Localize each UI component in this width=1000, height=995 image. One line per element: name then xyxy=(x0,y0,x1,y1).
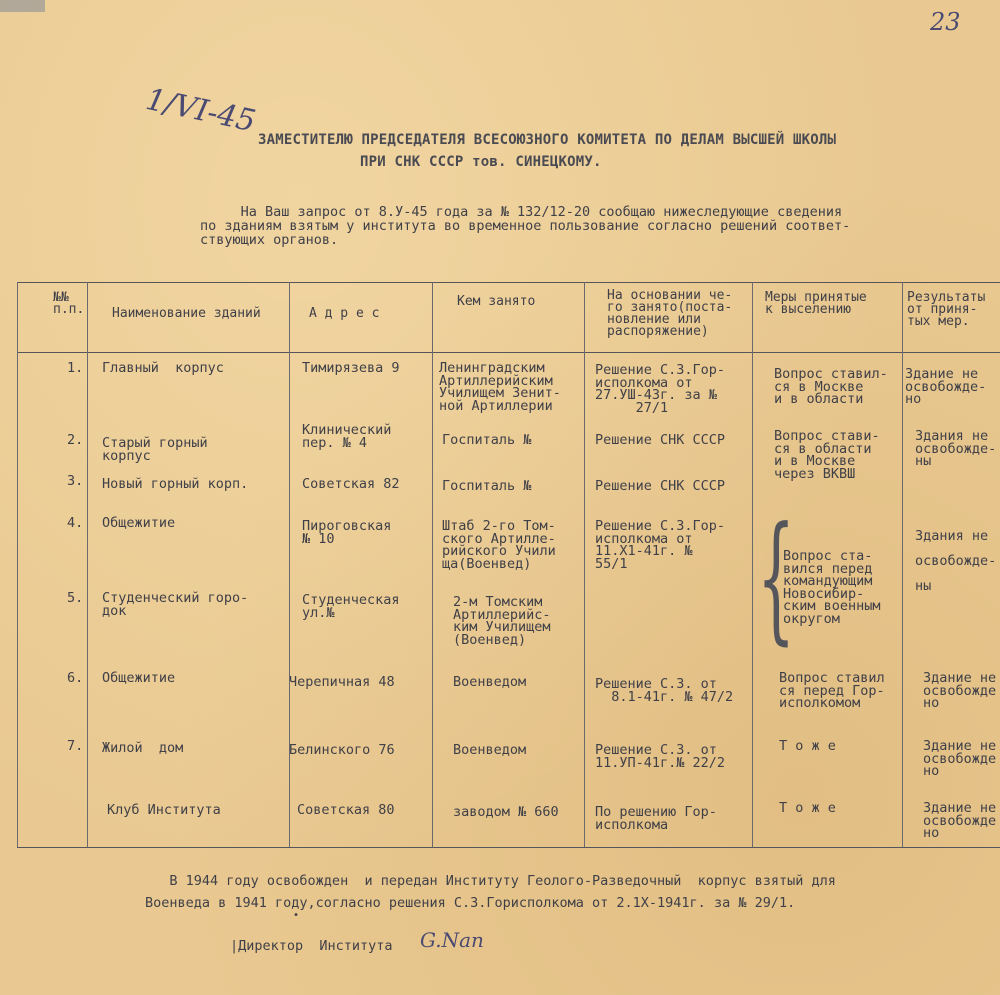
column-rule xyxy=(17,282,18,847)
scan-edge-mark xyxy=(0,0,45,12)
row-5-occupied-by: 2-м Томским Артиллерийс- ким Училищем (Военвед) xyxy=(453,594,551,648)
header-basis: На основании че- го занято(поста- новление или распоряжение) xyxy=(607,288,733,339)
title-line-2: ПРИ СНК СССР тов. СИНЕЦКОМУ. xyxy=(360,154,602,170)
row-7-name: Жилой дом xyxy=(102,740,184,756)
row-2-basis: Решение СНК СССР xyxy=(595,432,726,448)
row-7-occupied-by: Военведом xyxy=(453,742,527,758)
row-2-measures: Вопрос стави- ся в области и в Москве через ВКВШ xyxy=(774,428,880,482)
row-7-results: Здание не освобожде но xyxy=(923,738,997,779)
row-3-occupied-by: Госпиталь № xyxy=(442,478,532,494)
row-5-address: Студенческая ул.№ xyxy=(302,592,400,621)
row-7-num: 7. xyxy=(67,738,84,754)
row-8-basis: По решению Гор- исполкома xyxy=(595,804,717,833)
merge-brace: { xyxy=(757,498,796,660)
row-5-name: Студенческий горо- док xyxy=(102,590,249,619)
row-6-basis: Решение С.З. от 8.1-41г. № 47/2 xyxy=(595,676,734,705)
column-rule xyxy=(289,282,290,847)
row-6-occupied-by: Военведом xyxy=(453,674,527,690)
table-bottom-rule xyxy=(17,847,1000,848)
row-7-address: Белинского 76 xyxy=(289,742,395,758)
column-rule xyxy=(584,282,585,847)
row-8-measures: Т о ж е xyxy=(779,800,836,816)
row-1-num: 1. xyxy=(67,360,84,376)
row-6-address: Черепичная 48 xyxy=(289,674,395,690)
row-5-num: 5. xyxy=(67,590,84,606)
row-2-num: 2. xyxy=(67,432,84,448)
row-8-address: Советская 80 xyxy=(297,802,395,818)
row-3-num: 3. xyxy=(67,473,84,489)
row-8-name: Клуб Института xyxy=(107,802,221,818)
ink-dot: • xyxy=(293,910,300,921)
row-6-results: Здание не освобожде но xyxy=(923,670,997,711)
row-2-address: Клинический пер. № 4 xyxy=(302,422,392,451)
row-6-name: Общежитие xyxy=(102,670,176,686)
row-3-basis: Решение СНК СССР xyxy=(595,478,726,494)
row-7-measures: Т о ж е xyxy=(779,738,836,754)
header-name: Наименование зданий xyxy=(112,306,261,321)
header-measures: Меры принятые к выселению xyxy=(765,290,867,317)
footer-note: В 1944 году освобожден и передан Институту Геолого-Разведочный корпус взятый для Военведа в 1941 году,согласно решения С.З.Горисполкома от 2.1Х-1941г. за № 29/1. xyxy=(145,873,836,911)
row-1-address: Тимирязева 9 xyxy=(302,360,400,376)
row-7-basis: Решение С.З. от 11.УП-41г.№ 22/2 xyxy=(595,742,726,771)
row-4-basis: Решение С.З.Гор- исполкома от 11.Х1-41г. № 55/1 xyxy=(595,518,726,572)
row-6-measures: Вопрос ставил ся перед Гор- исполкомом xyxy=(779,670,885,711)
row-1-measures: Вопрос ставил- ся в Москве и в области xyxy=(774,366,888,407)
buildings-table xyxy=(17,282,1000,847)
table-top-rule xyxy=(17,282,1000,283)
row-2-results: Здания не освобожде- ны xyxy=(915,428,997,469)
row-6-num: 6. xyxy=(67,670,84,686)
row-2-name: Старый горный корпус xyxy=(102,435,208,464)
row-4-address: Пироговская № 10 xyxy=(302,518,392,547)
column-rule xyxy=(752,282,753,847)
column-rule xyxy=(902,282,903,847)
intro-paragraph: На Ваш запрос от 8.У-45 года за № 132/12-20 сообщаю нижеследующие сведения по зданиям взятым у института во временное пользование согласно решений соответ- ствующих органов. xyxy=(200,204,851,248)
row-8-results: Здание не освобожде но xyxy=(923,800,997,841)
row-3-name: Новый горный корп. xyxy=(102,476,249,492)
header-address: А д р е с xyxy=(309,306,380,321)
row-4-results: Здания не освобожде- ны xyxy=(915,528,997,594)
row-2-occupied-by: Госпиталь № xyxy=(442,432,532,448)
signature: G.Nan xyxy=(420,928,484,952)
header-results: Результаты от приня- тых мер. xyxy=(907,290,986,329)
row-1-basis: Решение С.З.Гор- исполкома от 27.УШ-43г. за № 27/1 xyxy=(595,362,726,416)
page-number: 23 xyxy=(930,8,961,36)
title-line-1: ЗАМЕСТИТЕЛЮ ПРЕДСЕДАТЕЛЯ ВСЕСОЮЗНОГО КОМИТЕТА ПО ДЕЛАМ ВЫСШЕЙ ШКОЛЫ xyxy=(258,132,837,148)
table-header-rule xyxy=(17,352,1000,353)
row-4-num: 4. xyxy=(67,515,84,531)
signature-label: |Директор Института xyxy=(230,938,393,954)
column-rule xyxy=(432,282,433,847)
header-occupied-by: Кем занято xyxy=(457,294,536,309)
row-4-measures: Вопрос ста- вился перед командующим Новосибир- ским военным округом xyxy=(783,548,881,627)
row-4-name: Общежитие xyxy=(102,515,176,531)
row-4-occupied-by: Штаб 2-го Том- ского Артилле- рийского Учили ща(Военвед) xyxy=(442,518,556,572)
handwritten-date: 1/VI-45 xyxy=(142,82,259,140)
row-1-occupied-by: Ленинградским Артиллерийским Училищем Зенит- ной Артиллерии xyxy=(439,360,561,414)
row-1-name: Главный корпус xyxy=(102,360,224,376)
header-num: №№ п.п. xyxy=(53,290,85,317)
column-rule xyxy=(87,282,88,847)
row-8-occupied-by: заводом № 660 xyxy=(453,804,559,820)
row-1-results: Здание не освобожде- но xyxy=(905,366,987,407)
row-3-address: Советская 82 xyxy=(302,476,400,492)
